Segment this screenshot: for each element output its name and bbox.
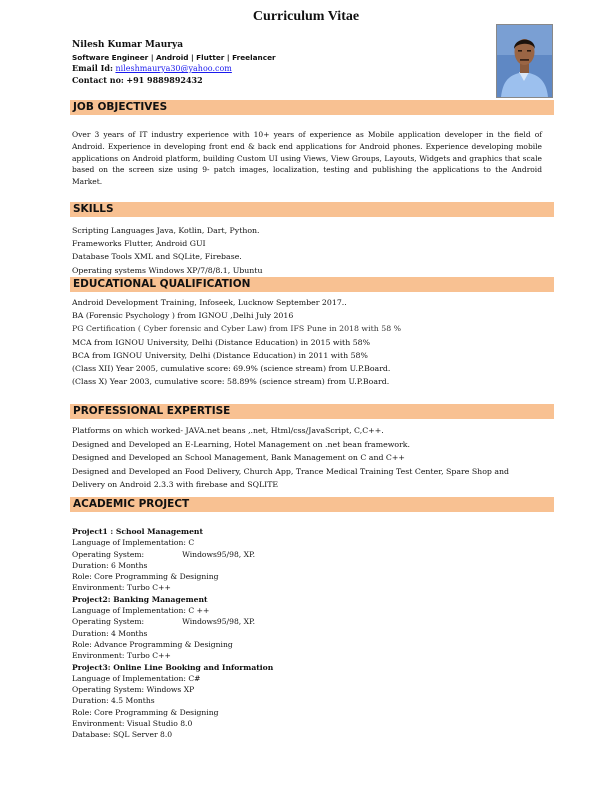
email-link[interactable]: nileshmaurya30@yahoo.com bbox=[115, 64, 232, 73]
project-role: Role: Core Programming & Designing bbox=[72, 572, 219, 582]
project-os: Operating System: Windows XP bbox=[72, 685, 195, 695]
list-item: Platforms on which worked- JAVA.net beans ,.net, Html/css/JavaScript, C,C++. bbox=[72, 426, 384, 435]
list-item: Database Tools XML and SQLite, Firebase. bbox=[72, 252, 242, 262]
list-item: BA (Forensic Psychology ) from IGNOU ,Delhi July 2016 bbox=[72, 311, 294, 321]
section-skills: SKILLS bbox=[70, 202, 554, 217]
list-item: Designed and Developed an E-Learning, Hotel Management on .net bean framework. bbox=[72, 439, 411, 449]
list-item: Designed and Developed an Food Delivery, Church App, Trance Medical Training Test Center, Spare Shop and Delivery on Android 2.3.3 with firebase and SQLITE bbox=[72, 466, 510, 490]
project-language: Language of Implementation: C ++ bbox=[72, 606, 210, 616]
profile-photo-image bbox=[497, 25, 552, 97]
list-item: MCA from IGNOU University, Delhi (Distance Education) in 2015 with 58% bbox=[72, 337, 371, 347]
profile-photo bbox=[496, 24, 553, 98]
document-title: Curriculum Vitae bbox=[252, 9, 360, 24]
project-role: Role: Core Programming & Designing bbox=[72, 707, 219, 717]
list-item: BCA from IGNOU University, Delhi (Distance Education) in 2011 with 58% bbox=[72, 350, 368, 360]
list-item: Frameworks Flutter, Android GUI bbox=[72, 239, 206, 249]
objective-paragraph: Over 3 years of IT industry experience with 10+ years of experience as Mobile application developer in the field of Android. Experience in developing front end & back end applications for Android phones. Experience developing mobile applications on Android platform, building Custom UI using Views, View Groups, Layouts, Widgets and graphics that scale based on the screen size using 9- patch images, localization, testing and publishing the applications to the Android Market. bbox=[72, 130, 542, 187]
project-list bbox=[72, 526, 273, 741]
os-label: Operating System: bbox=[72, 549, 145, 559]
project-os bbox=[72, 616, 273, 627]
list-item: Operating systems Windows XP/7/8/8.1, Ubuntu bbox=[72, 265, 263, 275]
education-list bbox=[72, 296, 401, 388]
list-item: PG Certification ( Cyber forensic and Cyber Law) from IFS Pune in 2018 with 58 % bbox=[72, 324, 402, 334]
project-title: Project1 : School Management bbox=[72, 527, 203, 536]
list-item: (Class X) Year 2003, cumulative score: 58.89% (science stream) from U.P.Board. bbox=[72, 377, 390, 387]
section-professional-expertise: PROFESSIONAL EXPERTISE bbox=[70, 404, 554, 419]
candidate-role: Software Engineer | Android | Flutter | Freelancer bbox=[72, 52, 276, 62]
project-environment: Environment: Visual Studio 8.0 bbox=[72, 719, 193, 729]
project-language: Language of Implementation: C# bbox=[72, 673, 201, 683]
project-environment: Environment: Turbo C++ bbox=[72, 583, 171, 593]
project-language: Language of Implementation: C bbox=[72, 538, 195, 548]
project-database: Database: SQL Server 8.0 bbox=[72, 730, 173, 740]
project-environment: Environment: Turbo C++ bbox=[72, 651, 171, 661]
os-value: Windows95/98, XP. bbox=[182, 617, 255, 627]
section-job-objectives: JOB OBJECTIVES bbox=[70, 100, 554, 115]
contact-line bbox=[72, 75, 276, 87]
section-educational-qualification: EDUCATIONAL QUALIFICATION bbox=[70, 277, 554, 292]
project-title: Project2: Banking Management bbox=[72, 594, 208, 604]
email-label: Email Id: bbox=[72, 63, 113, 73]
list-item: (Class XII) Year 2005, cumulative score: 69.9% (science stream) from U.P.Board. bbox=[72, 364, 391, 374]
project-title: Project3: Online Line Booking and Information bbox=[72, 662, 274, 672]
project-duration: Duration: 6 Months bbox=[72, 560, 148, 570]
section-academic-project: ACADEMIC PROJECT bbox=[70, 497, 554, 512]
list-item: Scripting Languages Java, Kotlin, Dart, Python. bbox=[72, 226, 260, 235]
os-value: Windows95/98, XP. bbox=[182, 549, 255, 559]
project-duration: Duration: 4.5 Months bbox=[72, 696, 155, 706]
candidate-name: Nilesh Kumar Maurya bbox=[72, 40, 184, 50]
os-label: Operating System: bbox=[72, 617, 145, 627]
contact-label: Contact no: bbox=[72, 74, 124, 85]
contact-number: +91 9889892432 bbox=[126, 74, 203, 85]
list-item: Android Development Training, Infoseek, Lucknow September 2017.. bbox=[72, 298, 347, 307]
list-item: Designed and Developed an School Management, Bank Management on C and C++ bbox=[72, 453, 405, 463]
email-line bbox=[72, 63, 276, 75]
expertise-list bbox=[72, 424, 542, 492]
project-os bbox=[72, 549, 273, 560]
project-role: Role: Advance Programming & Designing bbox=[72, 639, 233, 649]
contact-header bbox=[72, 40, 276, 86]
project-duration: Duration: 4 Months bbox=[72, 628, 148, 638]
skills-list bbox=[72, 224, 262, 277]
